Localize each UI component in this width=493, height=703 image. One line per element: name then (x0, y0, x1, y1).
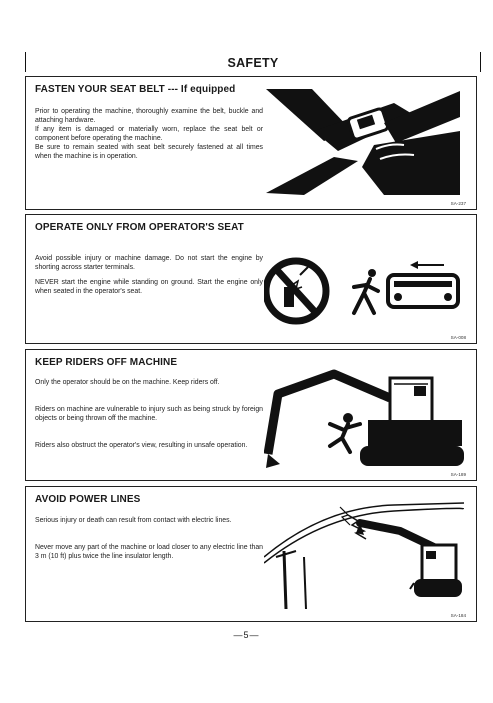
section-paragraph: NEVER start the engine while standing on ground. Start the engine only when seated in the operator's seat. (35, 279, 263, 295)
section-title: KEEP RIDERS OFF MACHINE (35, 357, 178, 368)
rider-on-excavator-icon (264, 360, 464, 472)
excavator-power-line-icon (264, 497, 464, 609)
section-paragraph: Avoid possible injury or machine damage. Do not start the engine by shorting across starter terminals. (35, 255, 263, 271)
section-title: AVOID POWER LINES (35, 494, 141, 505)
section-paragraph: Riders also obstruct the operator's view, resulting in unsafe operation. (35, 442, 248, 449)
section-avoid-power-lines (25, 486, 477, 622)
section-title: OPERATE ONLY FROM OPERATOR'S SEAT (35, 222, 244, 233)
section-operator-seat (25, 214, 477, 344)
no-shorting-starter-icon (264, 245, 464, 331)
figure-code: SA-189 (450, 472, 466, 477)
page-title: SAFETY (227, 56, 279, 70)
section-paragraph: Never move any part of the machine or load closer to any electric line than 3 m (10 ft) plus twice the line insulator length. (35, 544, 263, 560)
figure-code: SA-184 (450, 613, 466, 618)
section-paragraph: Prior to operating the machine, thoroughly examine the belt, buckle and attaching hardware. (35, 108, 263, 124)
section-paragraph: Be sure to remain seated with seat belt securely fastened at all times when the machine is in operation. (35, 144, 263, 160)
section-title: FASTEN YOUR SEAT BELT --- If equipped (35, 84, 236, 95)
page-number: —5— (233, 630, 260, 640)
section-keep-riders-off (25, 349, 477, 481)
figure-code: SA-237 (450, 201, 466, 206)
section-paragraph: If any item is damaged or materially worn, replace the seat belt or component before operating the machine. (35, 126, 263, 142)
section-paragraph: Only the operator should be on the machine. Keep riders off. (35, 379, 220, 386)
section-seat-belt (25, 76, 477, 210)
section-paragraph: Riders on machine are vulnerable to injury such as being struck by foreign objects or being thrown off the machine. (35, 406, 263, 422)
seat-belt-buckle-icon (264, 87, 464, 199)
section-paragraph: Serious injury or death can result from contact with electric lines. (35, 517, 232, 524)
figure-code: SA-008 (450, 335, 466, 340)
